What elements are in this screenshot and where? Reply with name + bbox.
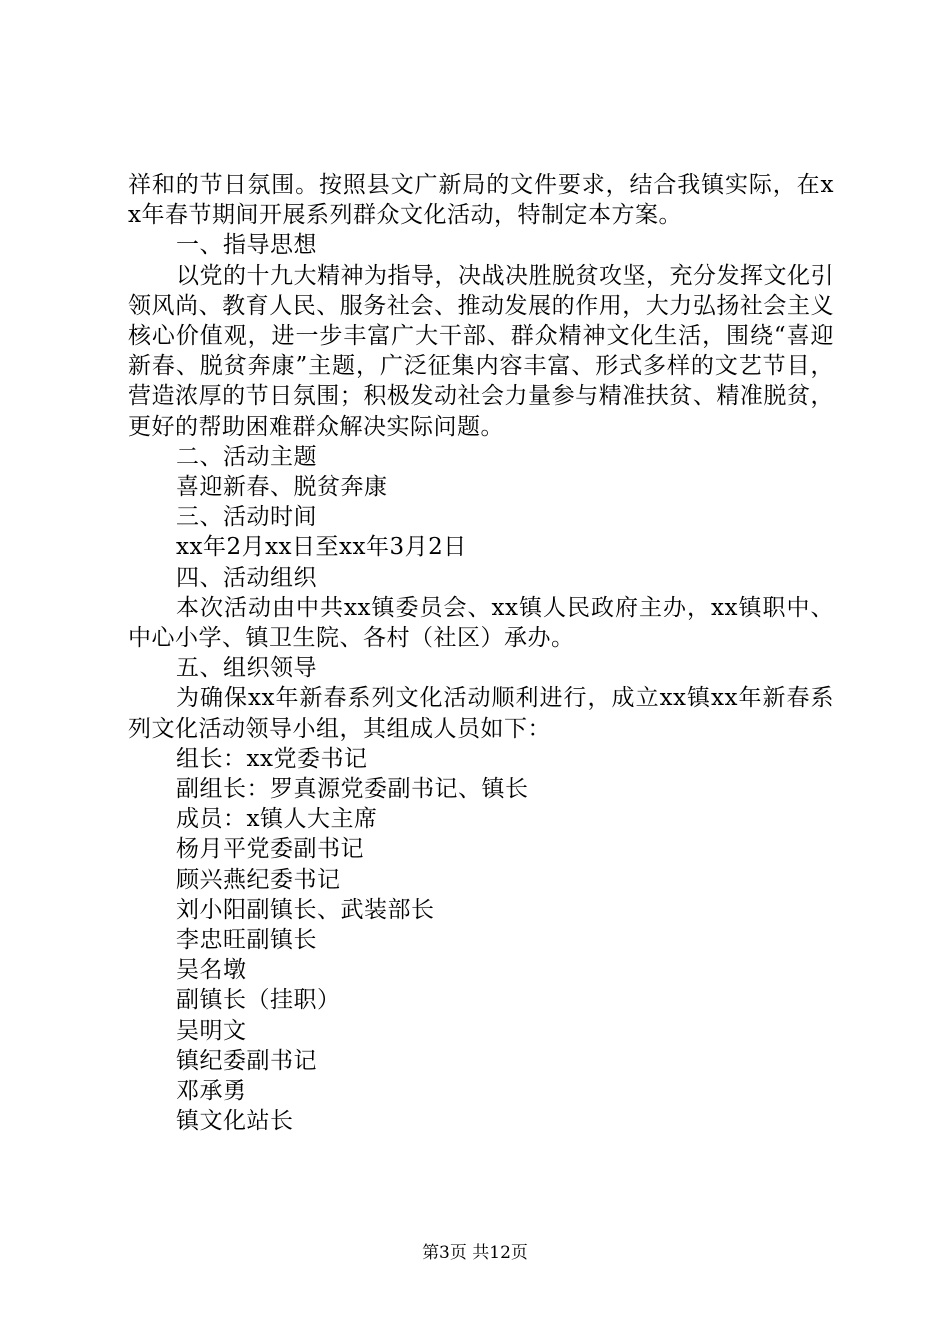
section-heading-activity-organization: 四、活动组织 (176, 564, 317, 591)
list-item-deputy-leader: 副组长：罗真源党委副书记、镇长 (176, 776, 529, 803)
list-item-member-title: 副镇长（挂职） (176, 987, 341, 1014)
list-item-member: 吴明文 (176, 1017, 247, 1044)
paragraph-guiding-ideology: 以党的十九大精神为指导，决战决胜脱贫攻坚，充分发挥文化引领风尚、教育人民、服务社会、推动发展的作用，大力弘扬社会主义核心价值观，进一步丰富广大干部、群众精神文化生活，围绕“喜迎新春、脱贫奔康”主题，广泛征集内容丰富、形式多样的文艺节目，营造浓厚的节日氛围；积极发动社会力量参与精准扶贫、精准脱贫，更好的帮助困难群众解决实际问题。 (128, 262, 834, 440)
list-item-leader: 组长：xx党委书记 (176, 745, 368, 772)
list-item-member: 顾兴燕纪委书记 (176, 866, 341, 893)
list-item-member: 李忠旺副镇长 (176, 927, 317, 954)
list-item-member: 邓承勇 (176, 1078, 247, 1105)
section-heading-leadership: 五、组织领导 (176, 655, 317, 682)
list-item-member-title: 镇纪委副书记 (176, 1047, 317, 1074)
page-number-footer: 第3页 共12页 (422, 1243, 528, 1263)
section-heading-activity-time: 三、活动时间 (176, 504, 317, 531)
section-heading-activity-theme: 二、活动主题 (176, 443, 317, 470)
paragraph-activity-time: xx年2月xx日至xx年3月2日 (176, 534, 467, 561)
list-item-member-title: 镇文化站长 (176, 1108, 294, 1135)
paragraph-activity-theme: 喜迎新春、脱贫奔康 (176, 474, 388, 501)
list-item-member: 成员：x镇人大主席 (176, 806, 378, 833)
list-item-member: 刘小阳副镇长、武装部长 (176, 896, 435, 923)
paragraph-intro: 祥和的节日氛围。按照县文广新局的文件要求，结合我镇实际，在xx年春节期间开展系列群众文化活动，特制定本方案。 (128, 172, 834, 229)
document-body (128, 170, 834, 1137)
list-item-member: 杨月平党委副书记 (176, 836, 364, 863)
paragraph-activity-organization: 本次活动由中共xx镇委员会、xx镇人民政府主办，xx镇职中、中心小学、镇卫生院、各村（社区）承办。 (128, 594, 834, 652)
list-item-member: 吴名墩 (176, 957, 247, 984)
paragraph-leadership: 为确保xx年新春系列文化活动顺利进行，成立xx镇xx年新春系列文化活动领导小组，其组成人员如下： (128, 685, 834, 742)
section-heading-guiding-ideology: 一、指导思想 (176, 232, 317, 259)
